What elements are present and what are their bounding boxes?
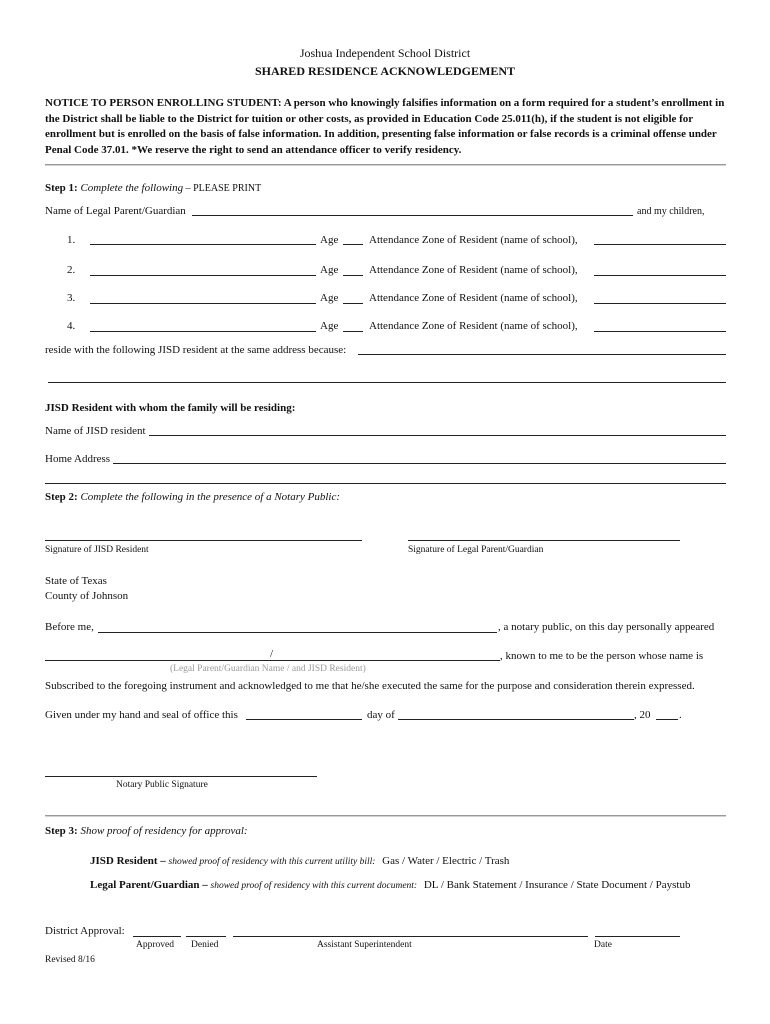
age-label: Age — [320, 234, 339, 246]
zone-field[interactable] — [594, 303, 726, 304]
age-label: Age — [320, 320, 339, 332]
child-name-field[interactable] — [90, 331, 316, 332]
step2-label: Step 2: — [45, 491, 78, 503]
resident-signature-field[interactable] — [45, 540, 362, 541]
year-suffix: . — [679, 709, 682, 721]
row-number: 1. — [67, 234, 76, 246]
resident-proof-row — [90, 855, 509, 867]
notary-signature-field[interactable] — [45, 776, 317, 777]
given-under-label: Given under my hand and seal of office this — [45, 709, 238, 721]
notary-signature-label: Notary Public Signature — [116, 780, 208, 790]
resident-proof-note: showed proof of residency with this current utility bill: — [168, 857, 376, 867]
divider — [45, 164, 726, 166]
divider — [45, 815, 726, 817]
parent-name-label: Name of Legal Parent/Guardian — [45, 205, 186, 217]
zone-label: Attendance Zone of Resident (name of school), — [369, 264, 578, 276]
form-title: SHARED RESIDENCE ACKNOWLEDGEMENT — [254, 64, 516, 78]
denied-label: Denied — [191, 940, 219, 950]
appeared-names-field[interactable] — [45, 660, 500, 661]
date-label: Date — [594, 940, 612, 950]
home-address-field[interactable] — [113, 463, 726, 464]
resident-name-field[interactable] — [149, 435, 726, 436]
age-label: Age — [320, 292, 339, 304]
age-field[interactable] — [343, 303, 363, 304]
revised-date: Revised 8/16 — [45, 955, 95, 965]
step1-heading — [45, 182, 261, 194]
children-suffix: and my children, — [637, 206, 705, 217]
row-number: 3. — [67, 292, 76, 304]
approved-label: Approved — [136, 940, 174, 950]
county-label: County of Johnson — [45, 590, 129, 602]
age-field[interactable] — [343, 331, 363, 332]
step3-heading — [45, 825, 248, 837]
step1-label: Step 1: — [45, 182, 78, 194]
year-prefix: , 20 — [634, 709, 651, 721]
parent-proof-note: showed proof of residency with this current document: — [210, 881, 418, 891]
reside-label: reside with the following JISD resident at the same address because: — [45, 344, 347, 356]
step2-heading — [45, 491, 340, 503]
parent-name-field[interactable] — [192, 215, 633, 216]
notary-name-field[interactable] — [98, 632, 497, 633]
parent-proof-row — [90, 879, 690, 891]
resident-proof-label: JISD Resident – — [90, 855, 166, 867]
district-approval-label: District Approval: — [45, 925, 125, 937]
zone-label: Attendance Zone of Resident (name of school), — [369, 234, 578, 246]
subscribed-text: Subscribed to the foregoing instrument and acknowledged to me that he/she executed the same for the purpose and consideration therein expressed. — [45, 680, 695, 692]
resident-proof-options[interactable]: Gas / Water / Electric / Trash — [382, 855, 510, 867]
resident-name-label: Name of JISD resident — [45, 425, 146, 437]
zone-label: Attendance Zone of Resident (name of school), — [369, 292, 578, 304]
zone-field[interactable] — [594, 331, 726, 332]
approval-date-field[interactable] — [595, 936, 680, 937]
parent-proof-options[interactable]: DL / Bank Statement / Insurance / State Document / Paystub — [423, 879, 691, 891]
names-slash: / — [270, 648, 274, 660]
row-number: 4. — [67, 320, 76, 332]
age-label: Age — [320, 264, 339, 276]
district-name: Joshua Independent School District — [299, 46, 471, 60]
superintendent-label: Assistant Superintendent — [317, 940, 412, 950]
resident-signature-label: Signature of JISD Resident — [45, 545, 149, 555]
step2-instruction: Complete the following in the presence of a Notary Public: — [80, 491, 341, 503]
child-name-field[interactable] — [90, 244, 316, 245]
age-field[interactable] — [343, 244, 363, 245]
notary-appeared-text: , a notary public, on this day personally appeared — [498, 621, 715, 633]
known-to-me-text: , known to me to be the person whose name is — [500, 650, 704, 662]
state-label: State of Texas — [45, 575, 107, 587]
names-hint: (Legal Parent/Guardian Name / and JISD Resident) — [170, 664, 366, 674]
step3-instruction: Show proof of residency for approval: — [80, 825, 248, 837]
home-address-field-2[interactable] — [45, 483, 726, 484]
child-name-field[interactable] — [90, 275, 316, 276]
zone-field[interactable] — [594, 275, 726, 276]
month-field[interactable] — [398, 719, 634, 720]
zone-field[interactable] — [594, 244, 726, 245]
parent-signature-label: Signature of Legal Parent/Guardian — [408, 545, 544, 555]
notice-paragraph: NOTICE TO PERSON ENROLLING STUDENT: A person who knowingly falsifies information on a form required for a student’s enrollment in the District shall be liable to the District for tuition or other costs, as provided in Education Code 25.011(h), if the student is not eligible for enrollment but is enrolled on the basis of false information. In addition, presenting false information or false records is a criminal offense under Penal Code 37.01. *We reserve the right to send an attendance officer to verify residency. — [45, 97, 725, 156]
day-of-label: day of — [367, 709, 395, 721]
reside-reason-field[interactable] — [358, 354, 726, 355]
row-number: 2. — [67, 264, 76, 276]
day-field[interactable] — [246, 719, 362, 720]
age-field[interactable] — [343, 275, 363, 276]
year-field[interactable] — [656, 719, 678, 720]
approved-field[interactable] — [133, 936, 181, 937]
parent-proof-label: Legal Parent/Guardian – — [90, 879, 208, 891]
zone-label: Attendance Zone of Resident (name of school), — [369, 320, 578, 332]
reside-reason-field-2[interactable] — [48, 382, 726, 383]
home-address-label: Home Address — [45, 453, 111, 465]
resident-heading: JISD Resident with whom the family will be residing: — [45, 402, 296, 414]
denied-field[interactable] — [186, 936, 226, 937]
parent-signature-field[interactable] — [408, 540, 680, 541]
step1-instruction: Complete the following — [80, 182, 184, 194]
child-name-field[interactable] — [90, 303, 316, 304]
step3-label: Step 3: — [45, 825, 78, 837]
before-me-label: Before me, — [45, 621, 94, 633]
step1-print-note: – PLEASE PRINT — [183, 183, 262, 194]
superintendent-signature-field[interactable] — [233, 936, 588, 937]
